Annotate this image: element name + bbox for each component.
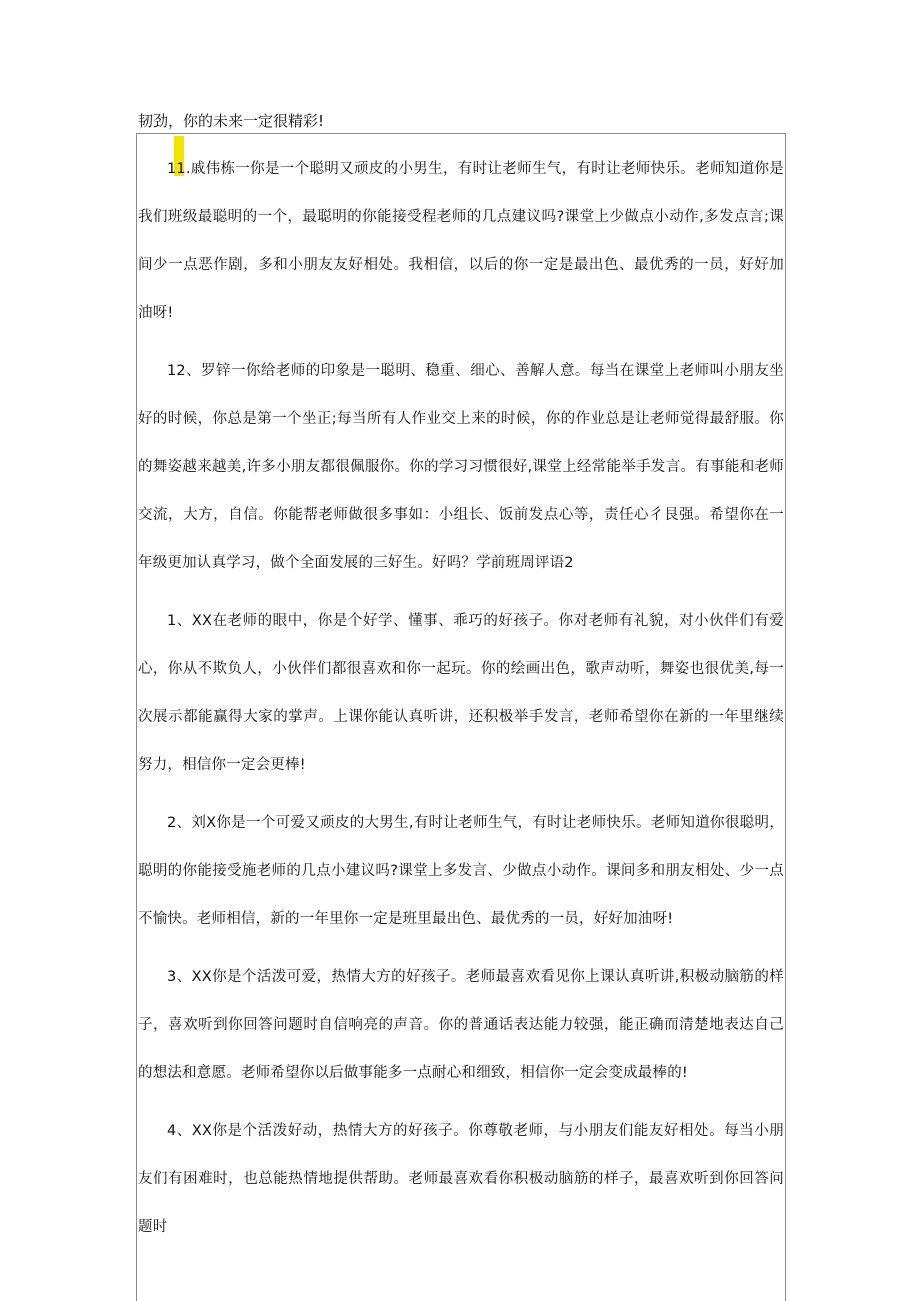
comment-paragraph-2: 2、刘X你是一个可爱又顽皮的大男生,有时让老师生气，有时让老师快乐。老师知道你很聪明，聪明的你能接受施老师的几点小建议吗?课堂上多发言、少做点小动作。课间多和朋友相处、少一点不愉快。老师相信，新的一年里你一定是班里最出色、最优秀的一员，好好加油呀! — [138, 815, 784, 927]
comment-paragraph-12: 12、罗锌一你给老师的印象是一聪明、稳重、细心、善解人意。每当在课堂上老师叫小朋友坐好的时候，你总是第一个坐正;每当所有人作业交上来的时候，你的作业总是让老师觉得最舒服。你的舞姿越来越美,许多小朋友都很佩服你。你的学习习惯很好,课堂上经常能举手发言。有事能和老师交流，大方，自信。你能帮老师做很多事如：小组长、饭前发点心等，责任心彳艮强。希望你在一年级更加认真学习，做个全面发展的三好生。好吗？学前班周评语2 — [138, 363, 784, 571]
document-body — [138, 145, 784, 1261]
comment-paragraph-3: 3、XX你是个活泼可爱，热情大方的好孩子。老师最喜欢看见你上课认真听讲,积极动脑筋的样子，喜欢听到你回答问题时自信响亮的声音。你的普通话表达能力较强，能正确而清楚地表达自己的想法和意愿。老师希望你以后做事能多一点耐心和细致，相信你一定会变成最棒的! — [138, 969, 784, 1081]
comment-paragraph-4: 4、XX你是个活泼好动，热情大方的好孩子。你尊敬老师，与小朋友们能友好相处。每当小朋友们有困难时，也总能热情地提供帮助。老师最喜欢看你积极动脑筋的样子，最喜欢听到你回答问题时 — [138, 1123, 784, 1235]
comment-paragraph-11: 11.戚伟栋一你是一个聪明又顽皮的小男生，有时让老师生气，有时让老师快乐。老师知道你是我们班级最聪明的一个，最聪明的你能接受程老师的几点建议吗?课堂上少做点小动作,多发点言;课间少一点恶作剧，多和小朋友友好相处。我相信，以后的你一定是最出色、最优秀的一员，好好加油呀! — [138, 161, 784, 321]
comment-paragraph-1: 1、XX在老师的眼中，你是个好学、懂事、乖巧的好孩子。你对老师有礼貌，对小伙伴们有爱心，你从不欺负人，小伙伴们都很喜欢和你一起玩。你的绘画出色，歌声动听，舞姿也很优美,每一次展示都能赢得大家的掌声。上课你能认真听讲，还积极举手发言，老师希望你在新的一年里继续努力，相信你一定会更棒! — [138, 613, 784, 773]
continued-text-line: 韧劲，你的未来一定很精彩! — [138, 112, 325, 130]
